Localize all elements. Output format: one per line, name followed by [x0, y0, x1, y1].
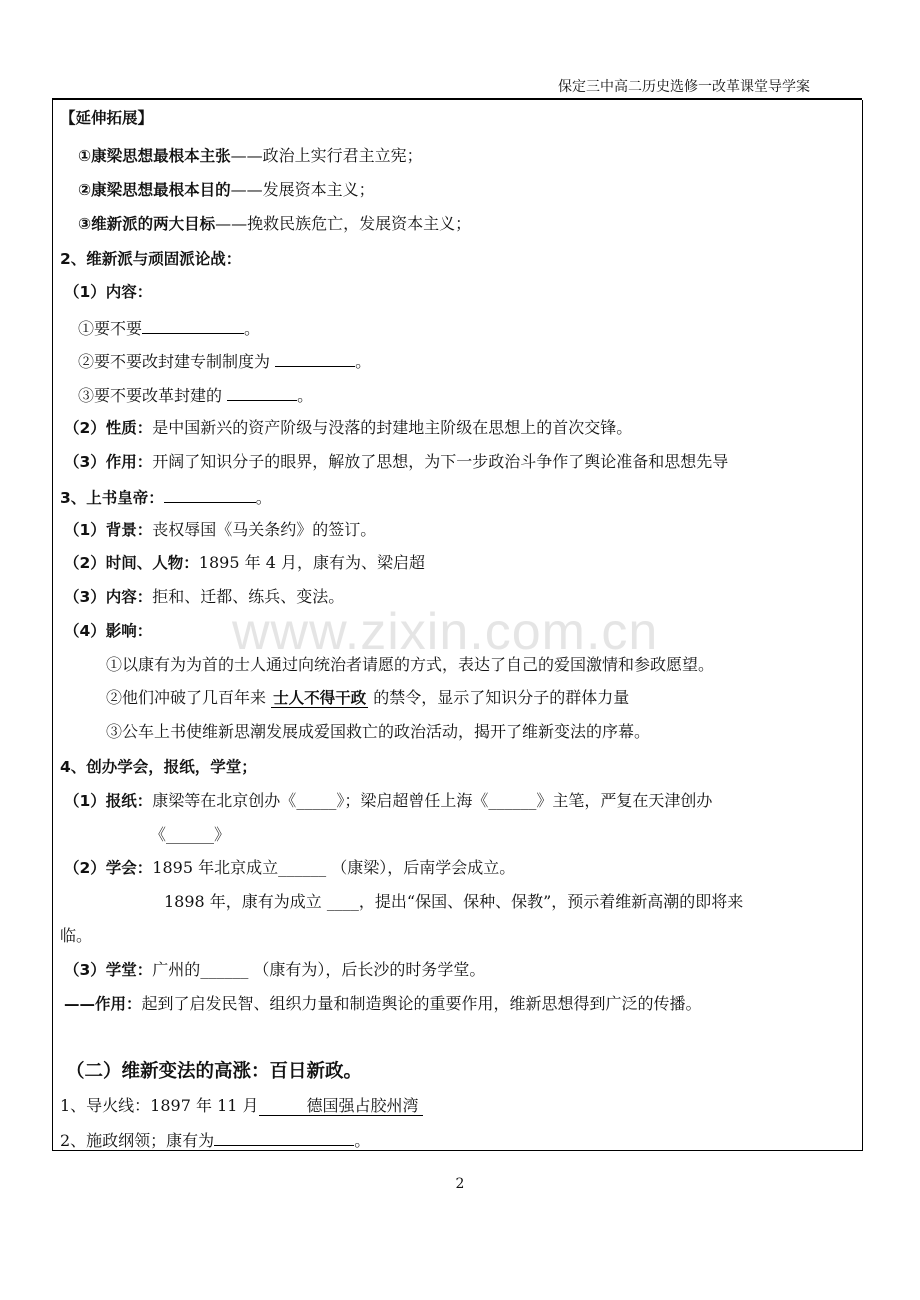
- societies-news-text-3: 》主笔，严复在天津创办: [536, 791, 713, 810]
- petition-content: [64, 587, 344, 607]
- section-2-fuse-text: 1、导火线：1897 年 11 月: [60, 1096, 259, 1115]
- extension-item-2-text: ——发展资本主义；: [230, 180, 375, 199]
- debate-q2-end: 。: [355, 352, 372, 371]
- societies-news-blank-2[interactable]: ______: [488, 791, 537, 810]
- extension-item-2: [78, 180, 375, 200]
- petition-time: [64, 553, 425, 573]
- petition-time-text: 1895 年 4 月，康有为、梁启超: [198, 553, 425, 572]
- societies-school-text-2: （康有为），后长沙的时务学堂。: [253, 960, 486, 979]
- debate-q3-text: ③要不要改革封建的: [78, 386, 223, 405]
- page-header: 保定三中高二历史选修一改革课堂导学案: [558, 79, 810, 95]
- petition-heading-label: 3、上书皇帝：: [60, 489, 164, 507]
- watermark: www.zixin.com.cn: [232, 603, 659, 661]
- debate-q2-text: ②要不要改封建专制制度为: [78, 352, 271, 371]
- extension-item-3: [78, 214, 471, 234]
- debate-q1-end: 。: [244, 319, 261, 338]
- societies-school-text-1: 广州的: [152, 960, 201, 979]
- petition-impact-2-fill: 士人不得干政: [273, 689, 367, 707]
- debate-q3-end: 。: [297, 386, 314, 405]
- societies-news: [64, 791, 712, 811]
- extension-title: 【延伸拓展】: [60, 109, 154, 127]
- societies-soc-text-4: ，提出“保国、保种、保教”，预示着维新高潮的即将来: [358, 892, 744, 911]
- extension-item-1: [78, 146, 423, 166]
- societies-news-text-2: 》；梁启超曾任上海《: [336, 791, 489, 810]
- section-2-title: （二）维新变法的高涨：百日新政。: [66, 1061, 363, 1082]
- societies-role-text: 起到了启发民智、组织力量和制造舆论的重要作用，维新思想得到广泛的传播。: [141, 994, 702, 1013]
- societies-role-label: ——作用：: [64, 995, 142, 1013]
- debate-question-1: [78, 317, 260, 339]
- debate-nature-label: （2）性质：: [64, 419, 153, 437]
- debate-q1-text: ①要不要: [78, 319, 143, 338]
- petition-impact-3: ③公车上书使维新思潮发展成爱国救亡的政治活动，揭开了维新变法的序幕。: [106, 722, 651, 741]
- societies-news-cont: [150, 825, 230, 845]
- societies-role: [64, 994, 702, 1014]
- petition-heading: [60, 486, 272, 508]
- petition-impact-1: ①以康有为为首的士人通过向统治者请愿的方式，表达了自己的爱国激情和参政愿望。: [106, 655, 715, 674]
- debate-effect: [64, 452, 728, 472]
- petition-time-label: （2）时间、人物：: [64, 554, 199, 572]
- societies-school-blank[interactable]: ______: [200, 960, 249, 979]
- page-number: 2: [455, 1176, 465, 1192]
- section-2-fuse-fill: 德国强占胶州湾: [259, 1096, 423, 1116]
- debate-content-label: （1）内容：: [64, 283, 153, 301]
- societies-soc-label: （2）学会：: [64, 859, 153, 877]
- extension-item-1-text: ——政治上实行君主立宪；: [230, 146, 423, 165]
- societies-soc-3: 临。: [60, 926, 93, 945]
- section-2-program-blank[interactable]: [214, 1129, 354, 1146]
- section-2-fuse: [60, 1096, 423, 1116]
- debate-effect-text: 开阔了知识分子的眼界，解放了思想，为下一步政治斗争作了舆论准备和思想先导: [152, 452, 729, 471]
- petition-background: [64, 520, 376, 540]
- debate-nature-text: 是中国新兴的资产阶级与没落的封建地主阶级在思想上的首次交锋。: [152, 418, 633, 437]
- petition-content-label: （3）内容：: [64, 588, 153, 606]
- societies-soc: [64, 858, 515, 878]
- societies-news-text-5: 》: [214, 825, 231, 844]
- petition-impact-2: [106, 688, 629, 708]
- societies-soc-blank-2[interactable]: ____: [326, 892, 359, 911]
- debate-q1-blank[interactable]: [142, 317, 244, 334]
- societies-soc-text-2: （康梁），后南学会成立。: [331, 858, 516, 877]
- extension-item-2-label: ②康梁思想最根本目的: [78, 181, 231, 199]
- petition-impact-2-post: 的禁令，显示了知识分子的群体力量: [373, 688, 630, 707]
- petition-impact-2-pre: ②他们冲破了几百年来: [106, 688, 267, 707]
- petition-bg-label: （1）背景：: [64, 521, 153, 539]
- debate-q2-blank[interactable]: [275, 350, 355, 367]
- societies-news-text-1: 康梁等在北京创办《: [152, 791, 297, 810]
- petition-blank[interactable]: [164, 486, 256, 503]
- debate-q3-blank[interactable]: [227, 384, 297, 401]
- extension-item-1-label: ①康梁思想最根本主张: [78, 147, 231, 165]
- petition-content-text: 拒和、迁都、练兵、变法。: [152, 587, 345, 606]
- societies-heading: 4、创办学会，报纸，学堂；: [60, 758, 257, 776]
- debate-nature: [64, 418, 632, 438]
- societies-news-text-4: 《: [150, 825, 167, 844]
- societies-news-blank-3[interactable]: ______: [166, 825, 215, 844]
- petition-bg-text: 丧权辱国《马关条约》的签订。: [152, 520, 377, 539]
- debate-question-3: [78, 384, 313, 406]
- societies-soc-2: [164, 892, 743, 912]
- section-2-program: [60, 1129, 370, 1151]
- petition-impact-label: （4）影响：: [64, 622, 153, 640]
- societies-soc-blank-1[interactable]: ______: [278, 858, 327, 877]
- societies-soc-text-1: 1895 年北京成立: [152, 858, 279, 877]
- extension-item-3-text: ——挽救民族危亡，发展资本主义；: [215, 214, 472, 233]
- extension-item-3-label: ③维新派的两大目标: [78, 215, 216, 233]
- societies-soc-text-3: 1898 年，康有为成立: [164, 892, 322, 911]
- societies-news-blank-1[interactable]: _____: [296, 791, 337, 810]
- debate-effect-label: （3）作用：: [64, 453, 153, 471]
- societies-school-label: （3）学堂：: [64, 961, 153, 979]
- section-2-program-text: 2、施政纲领；康有为: [60, 1131, 215, 1150]
- societies-news-label: （1）报纸：: [64, 792, 153, 810]
- petition-heading-end: 。: [255, 488, 272, 507]
- debate-heading: 2、维新派与顽固派论战：: [60, 250, 242, 268]
- section-2-program-end: 。: [354, 1131, 371, 1150]
- debate-question-2: [78, 350, 371, 372]
- societies-school: [64, 960, 485, 980]
